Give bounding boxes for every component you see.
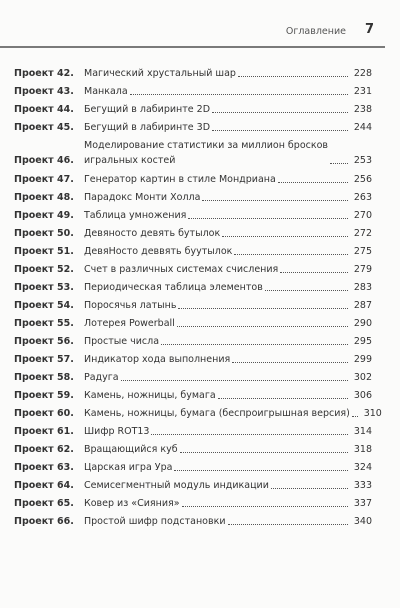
toc-entry-page: 318 — [353, 444, 372, 455]
toc-dot-leader — [212, 112, 348, 113]
toc-entry-page: 324 — [353, 462, 372, 473]
toc-entry[interactable] — [14, 210, 372, 222]
toc-dot-leader — [218, 398, 348, 399]
toc-dot-leader — [174, 470, 348, 471]
toc-entry-page: 337 — [353, 498, 372, 509]
toc-entry-title: Бегущий в лабиринте 2D — [84, 104, 211, 115]
toc-entry-title: Моделирование статистики за миллион бросков — [84, 140, 328, 151]
toc-entry[interactable] — [14, 444, 372, 456]
toc-entry-page: 283 — [353, 282, 372, 293]
toc-entry-title: Магический хрустальный шар — [84, 68, 236, 79]
toc-entry-page: 290 — [353, 318, 372, 329]
toc-entry-page: 272 — [353, 228, 372, 239]
toc-entry-title: Простые числа — [84, 336, 160, 347]
page-header — [0, 22, 400, 50]
toc-entry-label: Проект 50. — [14, 228, 74, 239]
toc-entry-page: 270 — [353, 210, 372, 221]
toc-entry-label: Проект 55. — [14, 318, 74, 329]
toc-entry-page: 287 — [353, 300, 372, 311]
toc-entry[interactable] — [14, 282, 372, 294]
toc-entry-label: Проект 43. — [14, 86, 74, 97]
toc-entry-label: Проект 65. — [14, 498, 74, 509]
toc-dot-leader — [178, 308, 348, 309]
toc-entry[interactable] — [14, 372, 372, 384]
toc-entry[interactable] — [14, 246, 372, 258]
toc-entry-title: Шифр ROT13 — [84, 426, 150, 437]
toc-dot-leader — [330, 163, 348, 164]
toc-dot-leader — [234, 254, 348, 255]
toc-dot-leader — [188, 218, 348, 219]
toc-entry-label: Проект 66. — [14, 516, 74, 527]
toc-dot-leader — [278, 182, 348, 183]
toc-entry-label: Проект 56. — [14, 336, 74, 347]
toc-entry-title: Манкала — [84, 86, 128, 97]
toc-entry[interactable] — [14, 228, 372, 240]
running-header-title: Оглавление — [285, 26, 346, 37]
toc-entry-page: 253 — [353, 155, 372, 166]
toc-dot-leader — [222, 236, 348, 237]
toc-dot-leader — [182, 506, 348, 507]
toc-entry-page: 314 — [353, 426, 372, 437]
toc-entry-label: Проект 44. — [14, 104, 74, 115]
toc-entry-title: Девяносто девять бутылок — [84, 228, 221, 239]
toc-entry[interactable] — [14, 318, 372, 330]
toc-entry-label: Проект 58. — [14, 372, 74, 383]
toc-entry-page: 340 — [353, 516, 372, 527]
toc-entry-label: Проект 42. — [14, 68, 74, 79]
toc-entry-title: Камень, ножницы, бумага (беспроигрышная версия) — [84, 408, 350, 419]
toc-entry-label: Проект 59. — [14, 390, 74, 401]
toc-entry-label: Проект 48. — [14, 192, 74, 203]
toc-entry-label: Проект 52. — [14, 264, 74, 275]
toc-dot-leader — [352, 416, 358, 417]
toc-entry-page: 299 — [353, 354, 372, 365]
toc-entry-label: Проект 46. — [14, 155, 74, 166]
toc-entry[interactable] — [14, 104, 372, 116]
toc-entry-page: 310 — [363, 408, 382, 419]
toc-entry-title: Камень, ножницы, бумага — [84, 390, 216, 401]
toc-entry-page: 275 — [353, 246, 372, 257]
toc-entry-page: 295 — [353, 336, 372, 347]
toc-entry-page: 231 — [353, 86, 372, 97]
toc-dot-leader — [161, 344, 348, 345]
toc-entry[interactable] — [14, 408, 382, 420]
toc-entry-page: 244 — [353, 122, 372, 133]
toc-entry[interactable] — [14, 140, 372, 167]
toc-entry-page: 302 — [353, 372, 372, 383]
toc-entry[interactable] — [14, 480, 372, 492]
toc-entry-page: 228 — [353, 68, 372, 79]
toc-entry[interactable] — [14, 300, 372, 312]
toc-entry[interactable] — [14, 192, 372, 204]
header-rule — [0, 46, 385, 48]
toc-entry-title: Генератор картин в стиле Мондриана — [84, 174, 276, 185]
toc-entry[interactable] — [14, 264, 372, 276]
toc-entry-title: Периодическая таблица элементов — [84, 282, 263, 293]
toc-dot-leader — [202, 200, 348, 201]
toc-entry-title: Поросячья латынь — [84, 300, 177, 311]
toc-entry-label: Проект 47. — [14, 174, 74, 185]
toc-dot-leader — [228, 524, 349, 525]
toc-entry[interactable] — [14, 122, 372, 134]
toc-entry-label: Проект 57. — [14, 354, 74, 365]
toc-entry[interactable] — [14, 86, 372, 98]
toc-dot-leader — [180, 452, 348, 453]
toc-entry[interactable] — [14, 68, 372, 80]
toc-entry-title: Вращающийся куб — [84, 444, 178, 455]
toc-entry[interactable] — [14, 174, 372, 186]
toc-entry-label: Проект 53. — [14, 282, 74, 293]
toc-entry-title: Счет в различных системах счисления — [84, 264, 279, 275]
toc-entry-title: Радуга — [84, 372, 119, 383]
toc-entry-page: 279 — [353, 264, 372, 275]
toc-entry-title: Простой шифр подстановки — [84, 516, 226, 527]
toc-entry-title: ДевяНосто деввять буутылок — [84, 246, 233, 257]
toc-entry-label: Проект 49. — [14, 210, 74, 221]
toc-dot-leader — [265, 290, 348, 291]
toc-entry-label: Проект 62. — [14, 444, 74, 455]
toc-entry-label: Проект 45. — [14, 122, 74, 133]
page-number: 7 — [364, 22, 374, 37]
toc-dot-leader — [238, 76, 348, 77]
toc-dot-leader — [232, 362, 348, 363]
toc-entry-title: Индикатор хода выполнения — [84, 354, 231, 365]
toc-dot-leader — [177, 326, 348, 327]
toc-dot-leader — [271, 488, 348, 489]
toc-entry[interactable] — [14, 498, 372, 510]
toc-entry-title: Семисегментный модуль индикации — [84, 480, 269, 491]
toc-entry-label: Проект 61. — [14, 426, 74, 437]
toc-dot-leader — [280, 272, 348, 273]
toc-entry[interactable] — [14, 354, 372, 366]
toc-entry[interactable] — [14, 390, 372, 402]
toc-entry[interactable] — [14, 516, 372, 528]
toc-entry-title: Бегущий в лабиринте 3D — [84, 122, 211, 133]
toc-entry[interactable] — [14, 336, 372, 348]
toc-dot-leader — [212, 130, 348, 131]
toc-entry-label: Проект 63. — [14, 462, 74, 473]
toc-entry-title: Царская игра Ура — [84, 462, 173, 473]
toc-entry-page: 333 — [353, 480, 372, 491]
toc-entry-title: Лотерея Powerball — [84, 318, 175, 329]
toc-entry[interactable] — [14, 426, 372, 438]
toc-entry-page: 306 — [353, 390, 372, 401]
toc-entry-label: Проект 54. — [14, 300, 74, 311]
toc-entry-label: Проект 64. — [14, 480, 74, 491]
toc-entry-page: 256 — [353, 174, 372, 185]
toc-entry-title: Ковер из «Сияния» — [84, 498, 180, 509]
toc-entry-title: Парадокс Монти Холла — [84, 192, 201, 203]
toc-entry-label: Проект 60. — [14, 408, 74, 419]
toc-entry-page: 263 — [353, 192, 372, 203]
toc-entry-title: игральных костей — [84, 155, 176, 166]
toc-entry[interactable] — [14, 462, 372, 474]
toc-dot-leader — [130, 94, 348, 95]
toc-dot-leader — [121, 380, 348, 381]
toc-entry-title: Таблица умножения — [84, 210, 187, 221]
toc-entry-page: 238 — [353, 104, 372, 115]
toc-dot-leader — [151, 434, 348, 435]
toc-entry-label: Проект 51. — [14, 246, 74, 257]
